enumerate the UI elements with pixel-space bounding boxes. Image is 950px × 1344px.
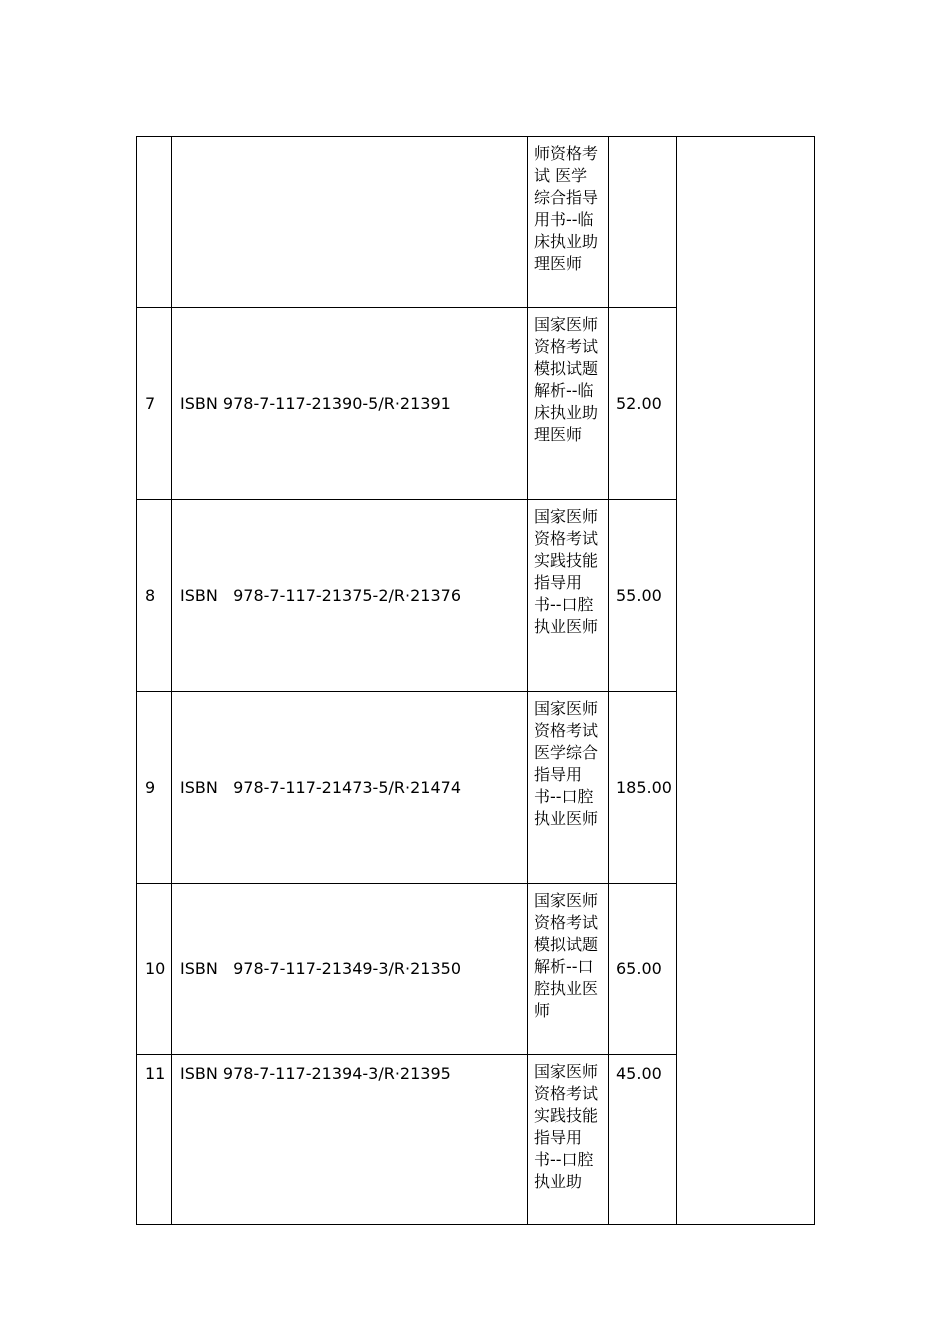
row-number-cell: 7 [137,308,172,500]
title-cell [528,137,609,308]
title-text: 国家医师资格考试 模拟试题解析--临床执业助理医师 [534,315,599,444]
remarks-cell [677,137,815,1225]
price-cell: 55.00 [609,500,677,692]
title-cell [528,692,609,884]
row-number-cell: 9 [137,692,172,884]
row-number-cell: 10 [137,884,172,1055]
price-cell: 52.00 [609,308,677,500]
price-cell: 185.00 [609,692,677,884]
isbn-cell: ISBN 978-7-117-21375-2/R·21376 [172,500,528,692]
title-cell [528,884,609,1055]
title-cell [528,308,609,500]
table-row [137,137,815,308]
title-cell [528,1055,609,1225]
isbn-cell: ISBN 978-7-117-21390-5/R·21391 [172,308,528,500]
title-text: 国家医师资格考试 模拟试题解析--口腔执业医师 [534,891,599,1020]
row-number-cell: 8 [137,500,172,692]
price-cell: 65.00 [609,884,677,1055]
isbn-cell: ISBN 978-7-117-21394-3/R·21395 [172,1055,528,1225]
book-list-table [136,136,815,1225]
isbn-cell: ISBN 978-7-117-21473-5/R·21474 [172,692,528,884]
title-cell [528,500,609,692]
title-text: 师资格考试 医学综合指导用书--临床执业助理医师 [534,144,599,273]
price-cell: 45.00 [609,1055,677,1225]
title-text: 国家医师资格考试 实践技能指导用书--口腔执业医师 [534,507,599,636]
isbn-cell [172,137,528,308]
row-number-cell: 11 [137,1055,172,1225]
isbn-cell: ISBN 978-7-117-21349-3/R·21350 [172,884,528,1055]
title-text: 国家医师资格考试 实践技能指导用书--口腔执业助 [534,1062,599,1191]
price-cell [609,137,677,308]
title-text: 国家医师资格考试 医学综合指导用书--口腔执业医师 [534,699,599,828]
row-number-cell [137,137,172,308]
